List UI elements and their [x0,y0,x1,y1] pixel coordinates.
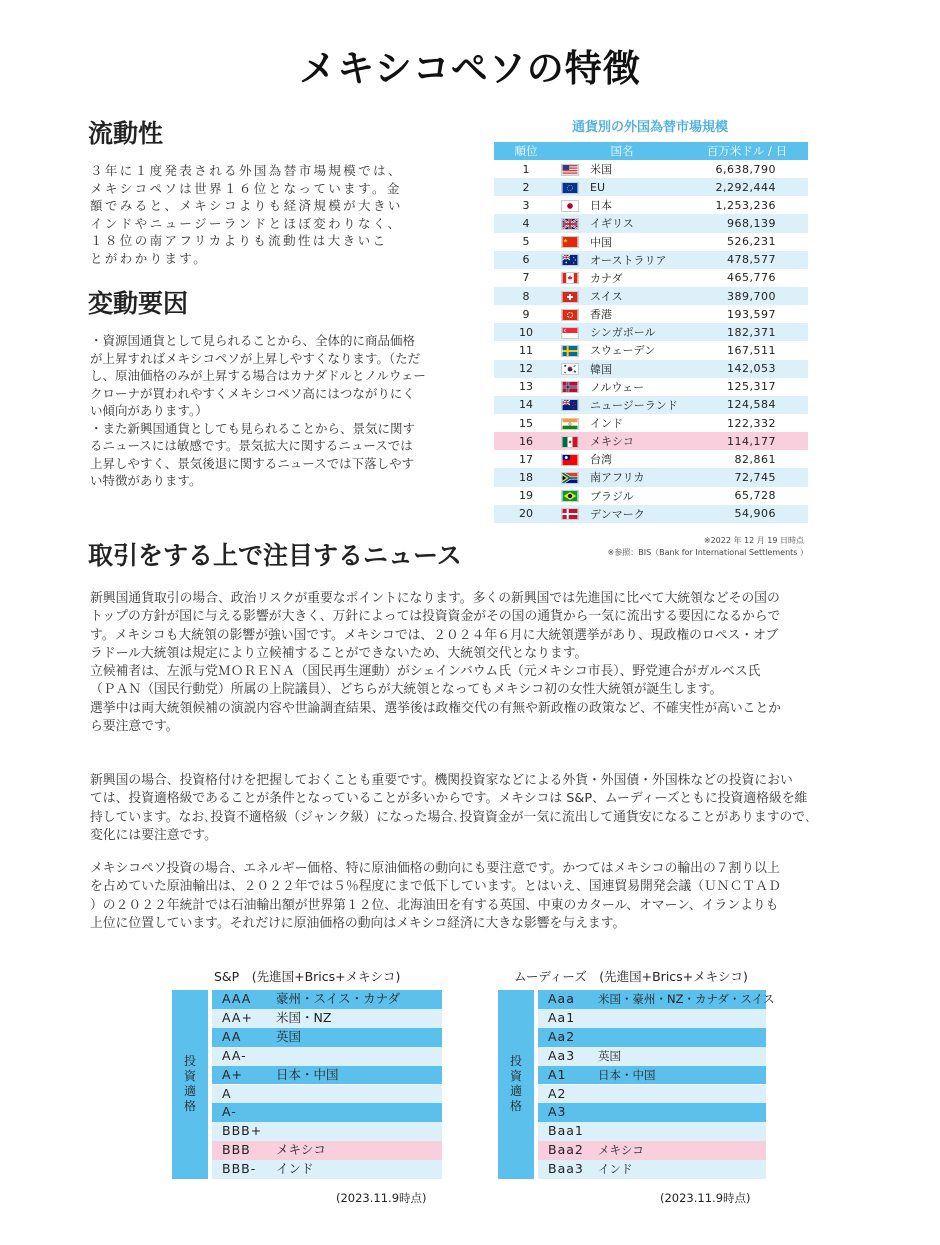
fx-country: ニュージーランド [582,396,686,414]
fx-volume: 968,139 [686,214,808,232]
rating-grade: Baa2 [548,1142,584,1158]
no-flag-icon [561,381,579,393]
fx-rank: 13 [494,378,558,396]
fx-rank: 20 [494,505,558,523]
ca-flag-icon [561,272,579,284]
fx-rank: 10 [494,323,558,341]
fx-country: ノルウェー [582,378,686,396]
rating-grade: A2 [548,1085,567,1101]
fx-country: 韓国 [582,360,686,378]
fx-rank: 8 [494,287,558,305]
fx-note-source: ※参照：BIS（Bank for International Settlements ） [607,548,808,557]
fx-table-row [494,487,808,505]
rating-countries: 日本・中国 [276,1066,339,1082]
moodys-investment-grade-label: 投 資 適 格 [498,990,534,1179]
fx-table-row [494,468,808,486]
rating-countries: 英国 [598,1048,621,1063]
sg-flag-icon [561,327,579,339]
fx-volume: 124,584 [686,396,808,414]
moodys-rating-row [538,1066,766,1085]
fx-country: メキシコ [582,432,686,450]
fx-note-date: ※2022 年 12 月 19 日時点 [703,536,804,545]
moodys-rating-row [538,1009,766,1028]
fx-rank: 16 [494,432,558,450]
fx-country: インド [582,414,686,432]
sp-rating-row [212,1066,442,1085]
za-flag-icon [561,472,579,484]
fx-table-row [494,450,808,468]
fx-rank: 3 [494,196,558,214]
rating-countries: 英国 [276,1028,302,1044]
rating-countries: 米国・NZ [276,1009,332,1025]
fx-volume: 389,700 [686,287,808,305]
fx-table-row [494,305,808,323]
fx-table-row [494,287,808,305]
fx-country: 香港 [582,305,686,323]
fx-table-row [494,396,808,414]
rating-grade: Aaa [548,991,575,1006]
sp-rating-row [212,1160,442,1179]
fx-table-row [494,269,808,287]
fx-table-row [494,505,808,523]
moodys-rating-row [538,990,775,1009]
fx-table-row [494,341,808,359]
fx-rank: 14 [494,396,558,414]
rating-grade: Baa3 [548,1161,584,1177]
fx-volume: 125,317 [686,378,808,396]
fx-table-row [494,233,808,251]
fx-country: 中国 [582,233,686,251]
fx-country: EU [582,178,686,196]
sp-rating-date: (2023.11.9時点) [336,1191,427,1205]
fx-table-row [494,178,808,196]
fx-table-title: 通貨別の外国為替市場規模 [571,120,728,135]
rating-grade: BBB- [222,1161,257,1177]
se-flag-icon [561,345,579,357]
fx-volume: 6,638,790 [686,160,808,178]
fx-rank: 9 [494,305,558,323]
sp-rating-title: S&P (先進国+Brics+メキシコ) [214,969,401,984]
fx-volume: 182,371 [686,323,808,341]
sp-rating-row [212,1028,442,1047]
factors-heading: 変動要因 [88,289,189,318]
rating-grade: AA- [222,1047,247,1063]
fx-country: 南アフリカ [582,468,686,486]
moodys-rating-row [538,1047,766,1066]
page-title: メキシコペソの特徴 [299,47,641,90]
fx-rank: 12 [494,360,558,378]
fx-rank: 17 [494,450,558,468]
fx-volume: 1,253,236 [686,196,808,214]
dk-flag-icon [561,508,579,520]
rating-countries: インド [276,1161,314,1177]
fx-country: シンガポール [582,323,686,341]
fx-market-table [494,142,808,523]
news-paragraph-3: メキシコペソ投資の場合、エネルギー価格、特に原油価格の動向にも要注意です。かつてはメキシコの輸出の７割り以上 を占めていた原油輸出は、２０２２年では５％程度にまで低下しています。とはいえ、国連貿易開発会議（ＵＮＣＴＡＤ ）の２０２２年統計では石油輸出額が世界第１２位、北海油田を有する英国、中東のカタール、オマーン、イランよりも 上位に位置しています。それだけに原油価格の動向はメキシコ経済に大きな影響を与えます。 [90,861,781,931]
moodys-rating-row [538,1028,766,1047]
factors-text: ・資源国通貨として見られることから、全体的に商品価格 が上昇すればメキシコペソが上昇しやすくなります。（ただ し、原油価格のみが上昇する場合はカナダドルとノルウェー クローナが買われやすくメキシコペソ高にはつながりにく い傾向があります。） ・また新興国通貨としても見られることから、景気に関す るニュースには敏感です。景気拡大に関するニュースでは 上昇しやすく、景気後退に関するニュースでは下落しやす い特徴があります。 [90,333,426,488]
sp-rating-row [212,1141,442,1160]
fx-country: ブラジル [582,487,686,505]
cn-flag-icon [561,236,579,248]
fx-table-row [494,414,808,432]
fx-table-row [494,214,808,232]
fx-rank: 15 [494,414,558,432]
moodys-rating-row [538,1141,766,1160]
mx-flag-icon [561,436,579,448]
rating-grade: AA+ [222,1009,253,1025]
fx-country: 台湾 [582,450,686,468]
rating-grade: A1 [548,1066,567,1082]
rating-grade: AA [222,1028,242,1044]
tw-flag-icon [561,454,579,466]
fx-country: 米国 [582,160,686,178]
moodys-rating-table [498,990,775,1180]
rating-grade: Aa3 [548,1047,576,1063]
eu-flag-icon [561,182,579,194]
fx-country: カナダ [582,269,686,287]
rating-grade: Aa1 [548,1009,576,1025]
rating-grade: A3 [548,1104,567,1120]
rating-grade: A- [222,1104,237,1120]
fx-volume: 526,231 [686,233,808,251]
fx-table-row [494,360,808,378]
sp-investment-grade-label: 投 資 適 格 [172,990,208,1179]
sp-rating-row [212,1122,442,1141]
rating-countries: メキシコ [598,1143,644,1158]
fx-country: スウェーデン [582,341,686,359]
fx-rank: 1 [494,160,558,178]
in-flag-icon [561,418,579,430]
rating-grade: Baa1 [548,1123,584,1139]
rating-grade: A [222,1085,232,1101]
fx-rank: 2 [494,178,558,196]
fx-table-row [494,378,808,396]
kr-flag-icon [561,363,579,375]
fx-table-row [494,432,808,450]
hk-flag-icon [561,309,579,321]
fx-country: 日本 [582,196,686,214]
rating-countries: メキシコ [276,1142,326,1158]
fx-volume: 167,511 [686,341,808,359]
fx-volume: 72,745 [686,468,808,486]
jp-flag-icon [561,200,579,212]
fx-rank: 6 [494,251,558,269]
moodys-rating-row [538,1103,766,1122]
fx-table-row [494,323,808,341]
news-paragraph-2: 新興国の場合、投資格付けを把握しておくことも重要です。機関投資家などによる外貨・外国債・外国株などの投資におい ては、投資適格級であることが条件となっていることが多いからです。メキシコは S&P、ムーディーズともに投資適格級を維 持しています。なお､投資不適格級（ジャンク級）になった場合､投資資金が一気に流出して通貨安になることがありますので､ 変化には要注意です。 [90,773,812,843]
fx-volume: 478,577 [686,251,808,269]
sp-rating-row [212,1085,442,1104]
fx-volume: 142,053 [686,360,808,378]
fx-country: デンマーク [582,505,686,523]
fx-table-row [494,251,808,269]
news-paragraph-1: 新興国通貨取引の場合、政治リスクが重要なポイントになります。多くの新興国では先進国に比べて大統領などその国の トップの方針が国に与える影響が大きく、万針によっては投資資金がその国の通貨から一気に流出する要因になるからで す。メキシコも大統領の影響が強い国です。メキシコでは、２０２４年６月に大統領選挙があり、現政権のロペス・オブ ラドール大統領は規定により立候補することができないため、大統領交代となります。 立候補者は、左派与党ＭＯＲＥＮＡ（国民再生運動）がシェインバウム氏（元メキシコ市長）、野党連合がガルベス氏 （ＰＡＮ（国民行動党）所属の上院議員）、どちらが大統領となってもメキシコ初の女性大統領が誕生します。 選挙中は両大統領候補の演説内容や世論調査結果、選挙後は政権交代の有無や新政権の政策など、不確実性が高いことか ら要注意です。 [90,591,782,735]
fx-volume: 54,906 [686,505,808,523]
fx-rank: 7 [494,269,558,287]
header-value: 百万米ドル / 日 [686,142,808,160]
fx-rank: 4 [494,214,558,232]
rating-grade: BBB [222,1142,251,1158]
fx-country: オーストラリア [582,251,686,269]
rating-countries: 日本・中国 [598,1067,656,1082]
fx-table-header [494,142,808,160]
fx-volume: 82,861 [686,450,808,468]
fx-volume: 65,728 [686,487,808,505]
header-country: 国名 [558,142,686,160]
liquidity-text: ３年に１度発表される外国為替市場規模では、 メキシコペソは世界１６位となっています。金 額でみると、メキシコよりも経済規模が大きい インドやニュージーランドとほぼ変わりなく、 １８位の南アフリカよりも流動性は大きいこ とがわかります。 [90,163,403,266]
rating-grade: AAA [222,991,252,1006]
us-flag-icon [561,164,579,176]
moodys-rating-title: ムーディーズ (先進国+Brics+メキシコ) [514,969,748,984]
rating-countries: インド [598,1162,633,1177]
header-rank: 順位 [494,142,558,160]
moodys-rating-row [538,1122,766,1141]
br-flag-icon [561,490,579,502]
sp-rating-table [172,990,444,1180]
fx-country: イギリス [582,214,686,232]
fx-volume: 114,177 [686,432,808,450]
fx-volume: 465,776 [686,269,808,287]
sp-rating-row [212,990,442,1009]
rating-grade: Aa2 [548,1028,576,1044]
rating-countries: 米国・豪州・NZ・カナダ・スイス [598,992,775,1006]
fx-table-row [494,160,808,178]
liquidity-heading: 流動性 [88,119,164,148]
rating-countries: 豪州・スイス・カナダ [276,991,401,1006]
moodys-rating-date: (2023.11.9時点) [660,1191,751,1205]
fx-rank: 19 [494,487,558,505]
ch-flag-icon [561,291,579,303]
sp-rating-row [212,1009,442,1028]
fx-country: スイス [582,287,686,305]
fx-rank: 18 [494,468,558,486]
rating-grade: A+ [222,1066,244,1082]
uk-flag-icon [561,218,579,230]
sp-rating-row [212,1103,442,1122]
moodys-rating-row [538,1085,766,1104]
sp-rating-row [212,1047,442,1066]
rating-grade: BBB+ [222,1123,263,1139]
fx-volume: 193,597 [686,305,808,323]
news-heading: 取引をする上で注目するニュース [88,541,462,570]
fx-rank: 11 [494,341,558,359]
fx-volume: 122,332 [686,414,808,432]
fx-rank: 5 [494,233,558,251]
fx-table-row [494,196,808,214]
au-flag-icon [561,254,579,266]
fx-volume: 2,292,444 [686,178,808,196]
nz-flag-icon [561,399,579,411]
moodys-rating-row [538,1160,766,1179]
